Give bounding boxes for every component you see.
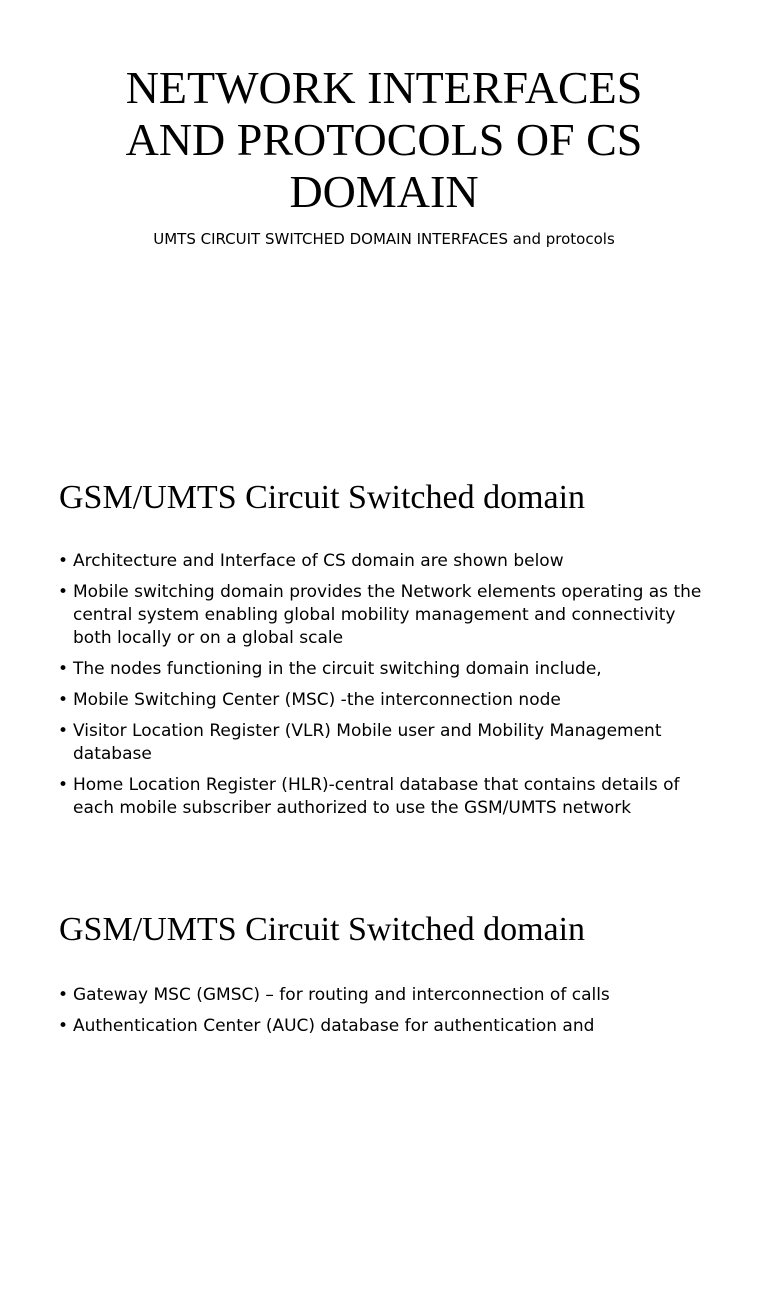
bullet-icon: • (58, 582, 69, 602)
presentation-subtitle: UMTS CIRCUIT SWITCHED DOMAIN INTERFACES and protocols (153, 230, 615, 248)
list-item (58, 689, 708, 712)
bullet-list (58, 984, 708, 1046)
bullet-icon: • (58, 985, 69, 1005)
bullet-icon: • (58, 551, 69, 571)
list-item (58, 581, 708, 650)
bullet-text: Gateway MSC (GMSC) – for routing and interconnection of calls (73, 985, 610, 1005)
list-item (58, 550, 708, 573)
bullet-text: Mobile switching domain provides the Network elements operating as the central system enabling global mobility management and connectivity both locally or on a global scale (73, 582, 702, 648)
title-slide (0, 0, 768, 432)
slide-title: GSM/UMTS Circuit Switched domain (59, 911, 586, 948)
bullet-icon: • (58, 721, 69, 741)
bullet-icon: • (58, 659, 69, 679)
content-slide-cs-domain-continued (0, 864, 768, 1296)
bullet-text: Home Location Register (HLR)-central database that contains details of each mobile subscriber authorized to use the GSM/UMTS network (73, 775, 680, 818)
bullet-list (58, 550, 708, 828)
bullet-icon: • (58, 690, 69, 710)
bullet-text: Authentication Center (AUC) database for authentication and (73, 1016, 595, 1036)
bullet-text: Architecture and Interface of CS domain are shown below (73, 551, 564, 571)
presentation-title (60, 62, 708, 218)
list-item (58, 1015, 708, 1038)
bullet-text: Mobile Switching Center (MSC) -the interconnection node (73, 690, 561, 710)
title-line: NETWORK INTERFACES (125, 62, 643, 113)
list-item (58, 774, 708, 820)
list-item (58, 984, 708, 1007)
bullet-icon: • (58, 775, 69, 795)
title-line: AND PROTOCOLS OF CS (125, 114, 643, 165)
list-item (58, 658, 708, 681)
list-item (58, 720, 708, 766)
slide-title: GSM/UMTS Circuit Switched domain (59, 479, 586, 516)
content-slide-cs-domain (0, 432, 768, 864)
bullet-icon: • (58, 1016, 69, 1036)
bullet-text: Visitor Location Register (VLR) Mobile user and Mobility Management database (73, 721, 662, 764)
bullet-text: The nodes functioning in the circuit switching domain include, (73, 659, 602, 679)
title-line: DOMAIN (289, 166, 479, 217)
